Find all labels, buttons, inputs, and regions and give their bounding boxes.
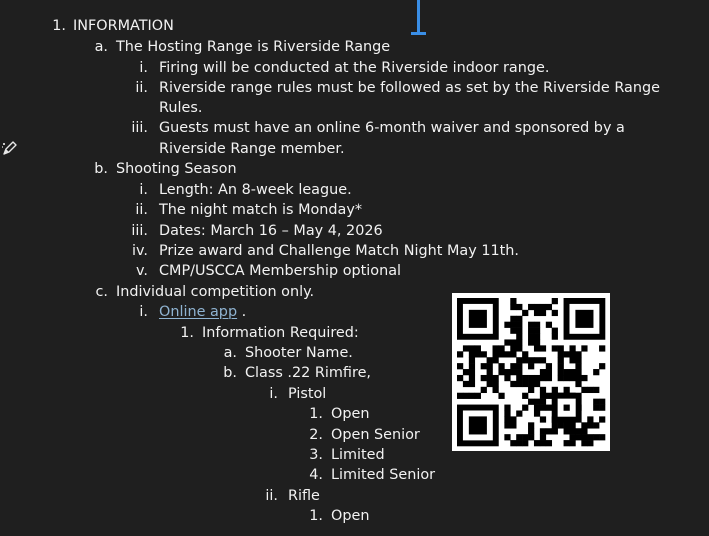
list-number: a.	[223, 345, 237, 361]
list-item-text: Open	[331, 406, 370, 422]
list-item-text: Limited Senior	[331, 467, 436, 483]
list-item-text: The night match is Monday*	[159, 202, 363, 218]
list-item-text: Length: An 8-week league.	[159, 182, 352, 198]
list-number: ii.	[135, 80, 148, 96]
list-number: iii.	[131, 223, 148, 239]
list-item-text: The Hosting Range is Riverside Range	[116, 39, 391, 55]
list-item-text: Riverside Range member.	[159, 141, 345, 157]
list-item-text: Individual competition only.	[116, 284, 315, 300]
list-number: ii.	[265, 488, 278, 504]
list-item-text: Shooter Name.	[245, 345, 353, 361]
list-item-text: Open Senior	[331, 427, 420, 443]
list-item-text: Rules.	[159, 100, 203, 116]
list-item-text: Guests must have an online 6-month waiver and sponsored by a	[159, 120, 625, 136]
list-number: ii.	[135, 202, 148, 218]
list-number: i.	[139, 304, 148, 320]
link-suffix: .	[237, 304, 247, 320]
list-item-text: Prize award and Challenge Match Night May 11th.	[159, 243, 519, 259]
list-item-text: Dates: March 16 – May 4, 2026	[159, 223, 383, 239]
list-number: c.	[95, 284, 108, 300]
list-item-text: Limited	[331, 447, 385, 463]
online-app-link[interactable]: Online app	[159, 304, 238, 320]
list-number: i.	[139, 60, 148, 76]
list-number: 4.	[309, 467, 323, 483]
heading-information: INFORMATION	[73, 18, 174, 34]
list-number: iv.	[132, 243, 148, 259]
text-cursor-base	[411, 32, 426, 35]
list-number: 1.	[309, 508, 323, 524]
list-item-text: Shooting Season	[116, 161, 237, 177]
pen-icon[interactable]	[0, 138, 20, 158]
list-number: i.	[139, 182, 148, 198]
list-item-text: Rifle	[288, 488, 320, 504]
list-item-text: Class .22 Rimfire,	[245, 365, 372, 381]
list-number: 1.	[309, 406, 323, 422]
list-item-text: CMP/USCCA Membership optional	[159, 263, 402, 279]
list-number: 3.	[309, 447, 323, 463]
list-item-text: Open	[331, 508, 370, 524]
list-item-text: Firing will be conducted at the Riverside indoor range.	[159, 60, 550, 76]
list-item-text: Riverside range rules must be followed as set by the Riverside Range	[159, 80, 660, 96]
list-number: i.	[269, 386, 278, 402]
list-number: b.	[223, 365, 237, 381]
list-number: v.	[136, 263, 148, 279]
list-number: b.	[94, 161, 108, 177]
qr-code-icon[interactable]	[452, 293, 610, 451]
list-number: 1.	[180, 325, 194, 341]
text-cursor	[417, 0, 420, 33]
list-number: a.	[94, 39, 108, 55]
list-number: 2.	[309, 427, 323, 443]
list-number: iii.	[131, 120, 148, 136]
list-number: 1.	[52, 18, 66, 34]
list-item-online-app	[159, 302, 246, 322]
list-item-text: Pistol	[288, 386, 327, 402]
list-item-text: Information Required:	[202, 325, 359, 341]
